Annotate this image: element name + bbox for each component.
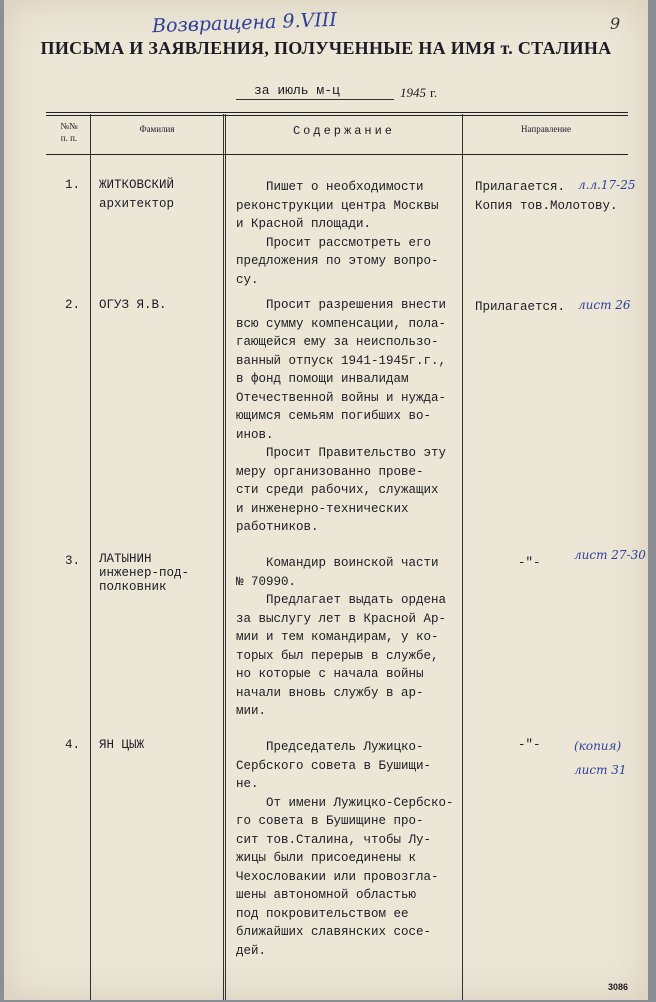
row-direction: -"- [518, 556, 541, 570]
period-year: 1945 [400, 85, 426, 100]
header-content: Содержание [292, 124, 395, 138]
row-name: ЛАТЫНИН инженер-под- полковник [99, 552, 190, 594]
archive-stamp: 3086 [608, 982, 629, 992]
document-page [4, 0, 648, 1000]
header-direction: Направление [521, 124, 571, 134]
handwritten-sheet-ref: (копия) лист 31 [574, 739, 627, 777]
row-content: Командир воинской части № 70990. Предлагает выдать ордена за выслугу лет в Красной Ар- мии и тем командирам, у ко- торых был перерыв в службе, но которые с начала войны начали вновь службу в ар- мии. [236, 556, 447, 718]
row-direction: -"- [518, 738, 541, 752]
row-number: 2. [64, 298, 80, 312]
row-content: Пишет о необходимости реконструкции центра Москвы и Красной площади. Просит рассмотреть его предложения по этому вопро- су. [236, 180, 439, 287]
row-number: 3. [64, 554, 80, 568]
header-num: №№ п. п. [60, 121, 78, 143]
handwritten-sheet-ref: лист 26 [578, 298, 631, 312]
row-name: ОГУЗ Я.В. [99, 298, 167, 312]
handwritten-sheet-ref: лист 27-30 [574, 548, 646, 562]
row-content: Председатель Лужицко- Сербского совета в Бушищи- не. От имени Лужицко-Сербско- го совета в Бушищине про- сит тов.Сталина, чтобы Лу- жицы были присоединены к Чехословакии или провозгла- шены автономной областью под покровительством ее ближайших славянских сосе- дей. [236, 740, 454, 958]
column-divider [462, 114, 463, 1000]
table-top-rule [46, 112, 628, 113]
row-content: Просит разрешения внести всю сумму компенсации, пола- гающейся ему за неиспользо- ванный отпуск 1941-1945г.г., в фонд помощи инвалидам Отечественной войны и нужда- ющимся семьям погибших во- инов. Просит Правительство эту меру организованно прове- сти среди рабочих, служащих и инженерно-технических работников. [236, 298, 447, 534]
column-divider [90, 114, 91, 1000]
row-name: ЖИТКОВСКИЙ архитектор [99, 178, 175, 211]
period-suffix: г. [430, 85, 438, 100]
handwritten-sheet-ref: л.л.17-25 [578, 178, 636, 192]
row-direction: Прилагается. [475, 300, 566, 314]
row-number: 4. [64, 738, 80, 752]
column-divider [225, 114, 226, 1000]
row-direction: Прилагается. Копия тов.Молотову. [475, 180, 618, 213]
page-title: ПИСЬМА И ЗАЯВЛЕНИЯ, ПОЛУЧЕННЫЕ НА ИМЯ т. СТАЛИНА [40, 38, 612, 58]
underline [236, 99, 394, 100]
period-month: за июль м-ц [254, 83, 340, 98]
table-top-rule-double [46, 115, 628, 116]
header-bottom-rule [46, 154, 628, 155]
page-number: 9 [610, 14, 621, 33]
header-name: Фамилия [139, 124, 175, 134]
column-divider [223, 114, 224, 1000]
row-name: ЯН ЦЫЖ [99, 738, 145, 752]
row-number: 1. [64, 178, 80, 192]
handwritten-return-note: Возвращена 9.VIII [151, 8, 338, 38]
